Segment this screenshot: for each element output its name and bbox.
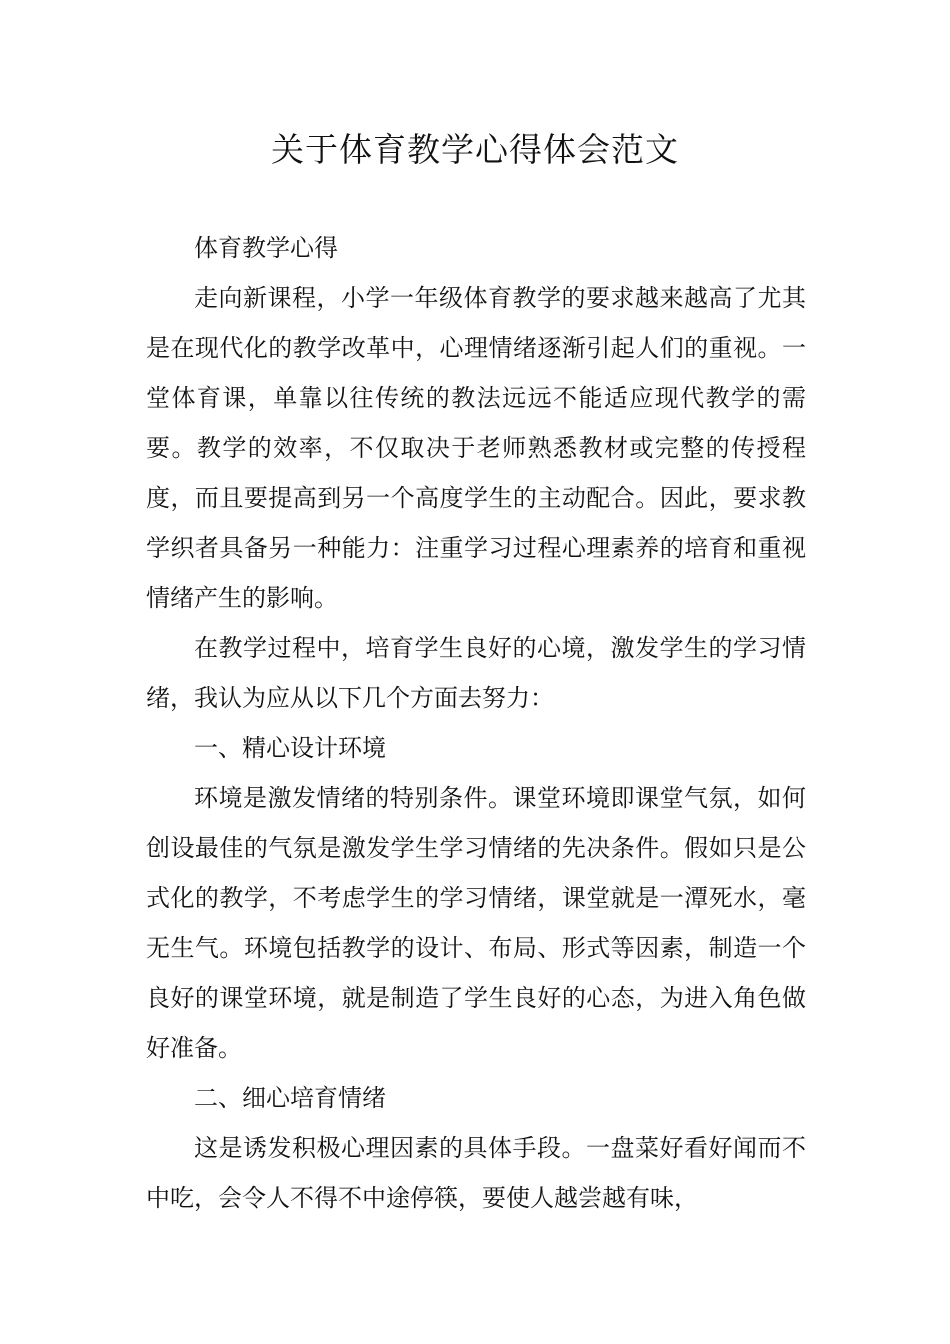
paragraph-heading-intro: 体育教学心得 bbox=[194, 234, 338, 262]
document-body bbox=[146, 223, 806, 1223]
section-heading-emotion: 二、细心培育情绪 bbox=[194, 1084, 386, 1112]
document-title: 关于体育教学心得体会范文 bbox=[271, 130, 679, 169]
paragraph-intro: 走向新课程，小学一年级体育教学的要求越来越高了尤其是在现代化的教学改革中，心理情绪逐渐引起人们的重视。一堂体育课，单靠以往传统的教法远远不能适应现代教学的需要。教学的效率，不仅取决于老师熟悉教材或完整的传授程度，而且要提高到另一个高度学生的主动配合。因此，要求教学织者具备另一种能力：注重学习过程心理素养的培育和重视情绪产生的影响。 bbox=[146, 284, 806, 612]
section-heading-environment: 一、精心设计环境 bbox=[194, 734, 386, 762]
paragraph-emotion: 这是诱发积极心理因素的具体手段。一盘菜好看好闻而不中吃，会令人不得不中途停筷，要使人越尝越有味， bbox=[146, 1134, 806, 1212]
paragraph-environment: 环境是激发情绪的特别条件。课堂环境即课堂气氛，如何创设最佳的气氛是激发学生学习情绪的先决条件。假如只是公式化的教学，不考虑学生的学习情绪，课堂就是一潭死水，毫无生气。环境包括教学的设计、布局、形式等因素，制造一个良好的课堂环境，就是制造了学生良好的心态，为进入角色做好准备。 bbox=[146, 784, 806, 1062]
paragraph-approach: 在教学过程中，培育学生良好的心境，激发学生的学习情绪，我认为应从以下几个方面去努力： bbox=[146, 634, 806, 712]
